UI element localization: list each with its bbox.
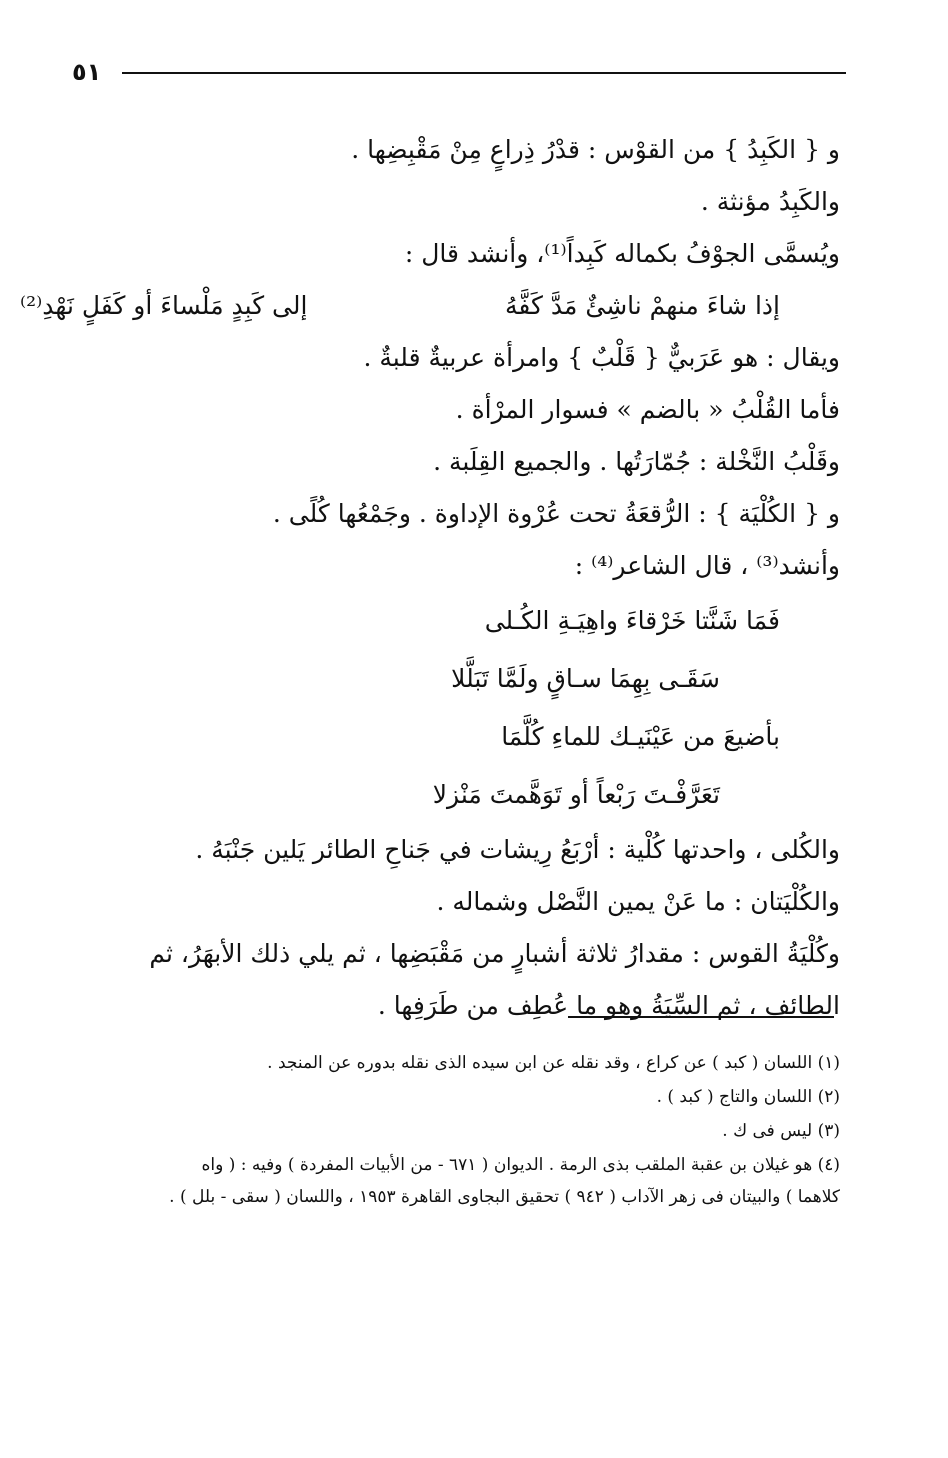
verse-couplet [20,280,840,332]
text-line: والكُلْيَتان : ما عَنْ يمين النَّصْل وشماله . [436,887,840,916]
page-number: ٥١ [72,58,102,86]
text-line: فأما القُلْبُ « بالضم » فسوار المرْأة . [455,395,840,424]
text-line: وكُلْيَةُ القوس : مقدارُ ثلاثة أشبارٍ من مَقْبَضِها ، ثم يلي ذلك الأبهَرُ، ثم [149,939,840,968]
text-line: و { الكَبِدُ } من القوْس : قدْرُ ذِراعٍ مِنْ مَقْبِضِها . [351,135,840,164]
footnote-4: (٤) هو غيلان بن عقبة الملقب بذى الرمة . الديوان ( ٦٧١ - من الأبيات المفردة ) وفيه : ( واه [201,1155,840,1175]
footnote-1: (١) اللسان ( كبد ) عن كراع ، وقد نقله عن ابن سيده الذى نقله بدوره عن المنجد . [267,1053,840,1073]
text-line: الطائف ، ثم السِّيَةُ وهو ما عُطِف من طَرَفِها . [377,991,840,1020]
poem-line: سَقَـى بِهِمَا سـاقٍ ولَمَّا تَبَلَّلا [451,664,720,693]
text-line: و { الكُلْيَة } : الرُّقعَةُ تحت عُرْوة الإداوة . وجَمْعُها كُلًى . [272,499,840,528]
verse-second-hemistich: إلى كَبِدٍ مَلْساءَ أو كَفَلٍ نَهْدِ⁽²⁾ [20,291,308,320]
text-line: وقَلْبُ النَّخْلة : جُمّارَتُها . والجميع القِلَبة . [433,447,840,476]
text-line: وأنشد⁽³⁾ ، قال الشاعر⁽⁴⁾ : [574,551,840,580]
footnote-divider [568,1016,834,1018]
poem-line: تَعَرَّفْـتَ رَبْعاً أو تَوَهَّمتَ مَنْزلا [432,780,720,809]
poem-line: فَمَا شَنَّتا خَرْقاءَ واهِيَـةِ الكُـلى [484,606,780,635]
text-line: والكَبِدُ مؤنثة . [700,187,840,216]
footnote-2: (٢) اللسان والتاج ( كبد ) . [656,1087,840,1107]
poem-line: بأضيعَ من عَيْنَيـك للماءِ كُلَّمَا [501,722,780,751]
header-rule [122,72,846,74]
footnote-3: (٣) ليس فى ك . [722,1121,840,1141]
text-line: ويقال : هو عَرَبيٌّ { قَلْبٌ } وامرأة عربيةٌ قلبةٌ . [363,343,840,372]
page-header [66,58,846,90]
text-line: ويُسمَّى الجوْفُ بكماله كَبِداً⁽¹⁾، وأنشد قال : [404,239,840,268]
footnote-4-continued: كلاهما ) والبيتان فى زهر الآداب ( ٩٤٢ ) تحقيق البجاوى القاهرة ١٩٥٣ ، واللسان ( سقى - بلل ) . [169,1187,840,1207]
footnotes [60,1046,840,1212]
text-line: والكُلى ، واحدتها كُلْية : أرْبَعُ رِيشات في جَناحِ الطائر يَلين جَنْبَهُ . [195,835,840,864]
verse-first-hemistich: إذا شاءَ منهمْ ناشِئٌ مَدَّ كَفَّهُ [505,291,780,320]
main-text [20,124,840,1032]
